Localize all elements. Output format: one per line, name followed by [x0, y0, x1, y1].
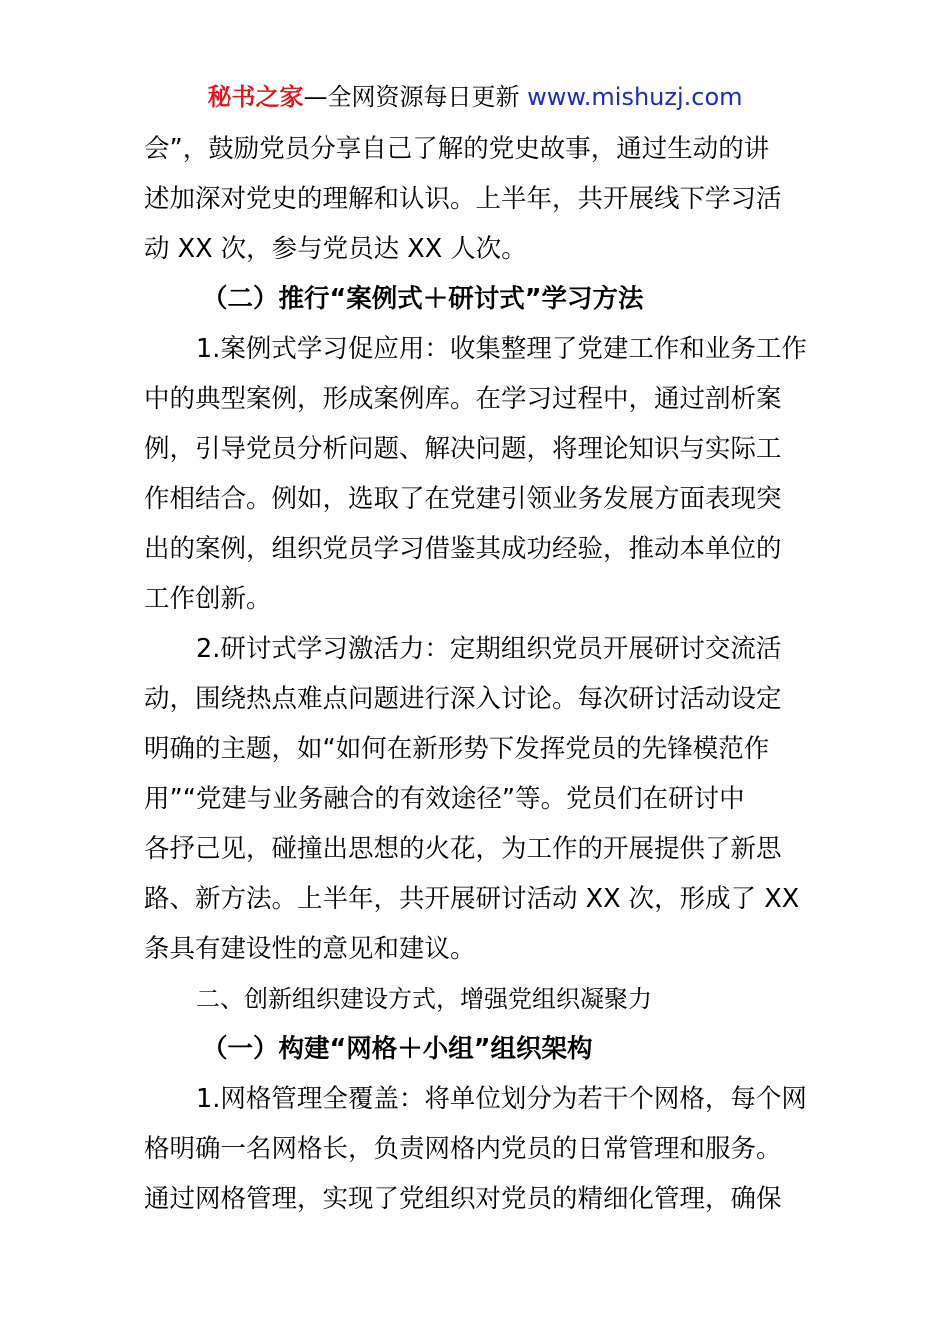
- paragraph-line: 中的典型案例，形成案例库。在学习过程中，通过剖析案: [144, 384, 782, 414]
- brand-name: 秘书之家: [207, 83, 304, 111]
- paragraph-line: 1.网格管理全覆盖：将单位划分为若干个网格，每个网: [196, 1084, 807, 1114]
- paragraph-line: 会”，鼓励党员分享自己了解的党史故事，通过生动的讲: [144, 134, 770, 164]
- paragraph-line: 用”“党建与业务融合的有效途径”等。党员们在研讨中: [144, 784, 745, 814]
- paragraph-line: 动 XX 次，参与党员达 XX 人次。: [144, 234, 527, 264]
- paragraph-line: 述加深对党史的理解和认识。上半年，共开展线下学习活: [144, 184, 782, 214]
- section-heading: （二）推行“案例式＋研讨式”学习方法: [202, 284, 644, 314]
- paragraph-line: 路、新方法。上半年，共开展研讨活动 XX 次，形成了 XX: [144, 884, 800, 914]
- paragraph-line: 条具有建设性的意见和建议。: [144, 934, 476, 964]
- site-url[interactable]: www.mishuzj.com: [527, 83, 743, 111]
- paragraph-line: 通过网格管理，实现了党组织对党员的精细化管理，确保: [144, 1184, 782, 1214]
- paragraph-line: 2.研讨式学习激活力：定期组织党员开展研讨交流活: [196, 634, 782, 664]
- paragraph-line: 各抒己见，碰撞出思想的火花，为工作的开展提供了新思: [144, 834, 782, 864]
- paragraph-line: 例，引导党员分析问题、解决问题，将理论知识与实际工: [144, 434, 782, 464]
- paragraph-line: 工作创新。: [144, 584, 272, 614]
- paragraph-line: 作相结合。例如，选取了在党建引领业务发展方面表现突: [144, 484, 782, 514]
- paragraph-line: 出的案例，组织党员学习借鉴其成功经验，推动本单位的: [144, 534, 782, 564]
- watermark-header: [0, 80, 950, 114]
- document-body: [144, 124, 808, 1224]
- paragraph-line: 1.案例式学习促应用：收集整理了党建工作和业务工作: [196, 334, 807, 364]
- paragraph-line: 明确的主题，如“如何在新形势下发挥党员的先锋模范作: [144, 734, 770, 764]
- paragraph-line: 格明确一名网格长，负责网格内党员的日常管理和服务。: [144, 1134, 782, 1164]
- section-heading: （一）构建“网格＋小组”组织架构: [202, 1034, 593, 1064]
- tagline: —全网资源每日更新: [303, 83, 520, 111]
- chapter-heading: 二、创新组织建设方式，增强党组织凝聚力: [196, 985, 652, 1013]
- paragraph-line: 动，围绕热点难点问题进行深入讨论。每次研讨活动设定: [144, 684, 782, 714]
